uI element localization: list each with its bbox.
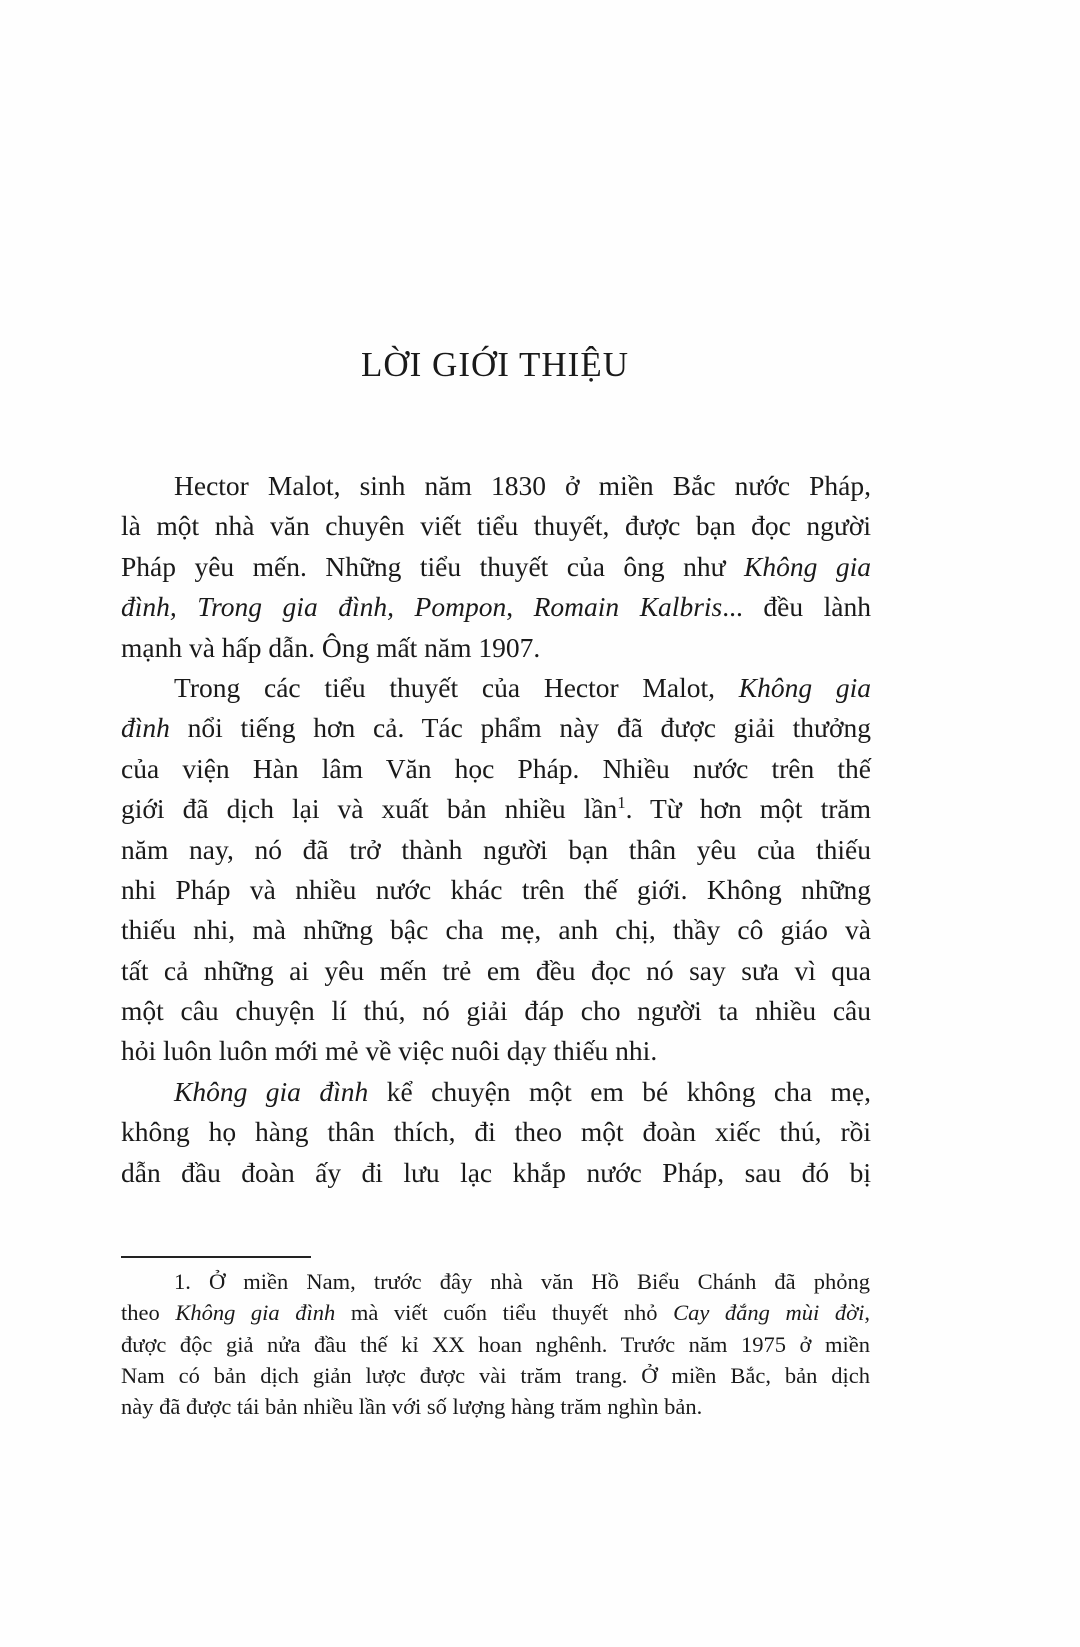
text-segment: hỏi luôn luôn mới mẻ về việc nuôi dạy thiếu nhi.: [121, 1035, 658, 1067]
italic-title-text: đình, Trong gia đình, Pompon: [121, 591, 507, 623]
text-segment: . Từ hơn một trăm: [625, 793, 871, 825]
page-title: LỜI GIỚI THIỆU: [360, 345, 629, 384]
text-segment: một câu chuyện lí thú, nó giải đáp cho người ta nhiều câu: [121, 995, 871, 1027]
footnote-divider: [121, 1256, 311, 1258]
italic-title-text: Cay đắng mùi đời: [673, 1300, 865, 1326]
body-line: [121, 587, 871, 627]
body-line: [121, 830, 871, 870]
body-line: [121, 1112, 871, 1152]
body-line: [121, 668, 871, 708]
text-segment: Hector Malot, sinh năm 1830 ở miền Bắc nước Pháp,: [174, 470, 871, 501]
body-line: [121, 1153, 871, 1193]
text-segment: của viện Hàn lâm Văn học Pháp. Nhiều nước trên thế: [121, 752, 871, 784]
text-segment: mà viết cuốn tiểu thuyết nhỏ: [335, 1300, 674, 1326]
footnote-line: [121, 1297, 870, 1328]
italic-title-text: Không gia: [738, 671, 872, 703]
text-segment: theo: [121, 1300, 176, 1326]
text-segment: ,: [506, 591, 534, 623]
italic-title-text: Không gia: [744, 550, 872, 582]
text-segment: ,: [864, 1300, 870, 1326]
text-segment: Pháp yêu mến. Những tiểu thuyết của ông như: [121, 550, 745, 582]
text-segment: thiếu nhi, mà những bậc cha mẹ, anh chị, thầy cô giáo và: [121, 914, 871, 946]
body-line: [121, 910, 871, 950]
text-segment: là một nhà văn chuyên viết tiểu thuyết, được bạn đọc người: [121, 510, 871, 542]
body-text: [121, 466, 871, 1193]
text-segment: được độc giả nửa đầu thế kỉ XX hoan nghênh. Trước năm 1975 ở miền: [121, 1331, 870, 1357]
text-segment: nổi tiếng hơn cả. Tác phẩm này đã được giải thưởng: [169, 712, 871, 744]
text-segment: mạnh và hấp dẫn. Ông mất năm 1907.: [121, 631, 541, 663]
body-line: [121, 991, 871, 1031]
body-line: [121, 628, 871, 668]
body-line: [121, 870, 871, 910]
text-segment: dẫn đầu đoàn ấy đi lưu lạc khắp nước Pháp, sau đó bị: [121, 1156, 871, 1188]
italic-title-text: Không gia đình: [174, 1075, 369, 1107]
footnote-reference: 1: [617, 792, 626, 812]
body-line: [121, 708, 871, 748]
body-line: [121, 951, 871, 991]
text-segment: Nam có bản dịch giản lược được vài trăm trang. Ở miền Bắc, bản dịch: [121, 1362, 870, 1388]
text-segment: tất cả những ai yêu mến trẻ em đều đọc nó say sưa vì qua: [121, 954, 871, 986]
text-segment: không họ hàng thân thích, đi theo một đoàn xiếc thú, rồi: [121, 1116, 871, 1148]
italic-title-text: Không gia đình: [175, 1300, 336, 1326]
footnote-line: [121, 1360, 870, 1391]
text-segment: Trong các tiểu thuyết của Hector Malot,: [174, 671, 739, 703]
footnote-line: [121, 1391, 870, 1422]
italic-title-text: đình: [121, 712, 170, 744]
body-line: [121, 547, 871, 587]
body-line: [121, 506, 871, 546]
text-segment: 1. Ở miền Nam, trước đây nhà văn Hồ Biểu Chánh đã phỏng: [174, 1269, 870, 1294]
body-line: [121, 789, 871, 829]
text-segment: giới đã dịch lại và xuất bản nhiều lần: [121, 793, 618, 825]
body-line: [121, 466, 871, 506]
text-segment: năm nay, nó đã trở thành người bạn thân yêu của thiếu: [121, 833, 871, 865]
italic-title-text: Romain Kalbris: [533, 591, 723, 623]
footnote: [121, 1266, 870, 1422]
text-segment: này đã được tái bản nhiều lần với số lượng hàng trăm nghìn bản.: [121, 1394, 703, 1420]
footnote-line: [121, 1329, 870, 1360]
text-segment: ... đều lành: [722, 591, 872, 623]
text-segment: nhi Pháp và nhiều nước khác trên thế giới. Không những: [121, 873, 871, 905]
footnote-line: [121, 1266, 870, 1297]
text-segment: kể chuyện một em bé không cha mẹ,: [368, 1075, 871, 1107]
body-line: [121, 1072, 871, 1112]
body-line: [121, 749, 871, 789]
body-line: [121, 1031, 871, 1071]
